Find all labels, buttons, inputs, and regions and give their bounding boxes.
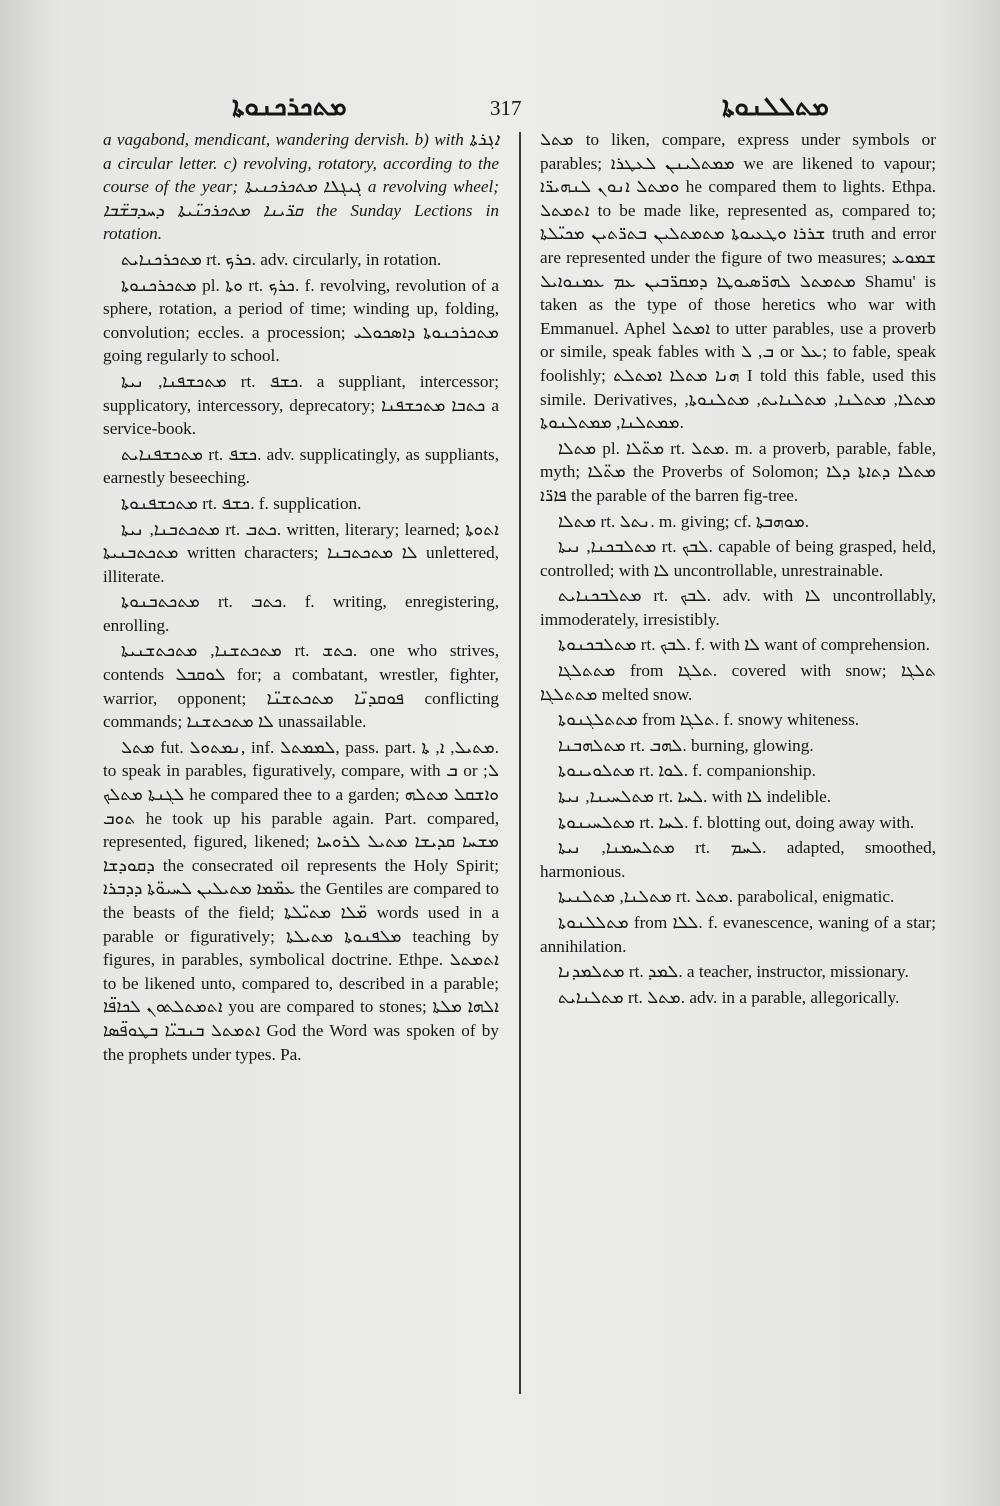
dictionary-entry: ܡܬܠܒܟܢܐܝܬ rt. ܠܒܟ. adv. with ܠܐ uncontrollably, immoderately, irresistibly. [540, 586, 936, 629]
dictionary-entry: ܡܬܟܪܟܢܐܝܬ rt. ܟܪܟ. adv. circularly, in rotation. [121, 249, 442, 269]
left-column [103, 128, 499, 1068]
dictionary-entry: ܡܬܬܠܓܢܘܬܐ from ܬܠܓܐ. f. snowy whiteness. [558, 710, 860, 730]
dictionary-entry: ܡܬܟܫܦܢܘܬܐ rt. ܟܫܦ. f. supplication. [121, 493, 362, 513]
dictionary-entry: a vagabond, mendicant, wandering dervish. b) with ܐܓܪܬܐ a circular letter. c) revolving, rotatory, according to the course of the year; ܓܝܓܠܐ ܡܬܟܪܟܢܝܬܐ a revolving wheel; ܩܪ̈ܝܢܐ ܡܬܟܪܟܢ̈ܝܬܐ ܕܚܕܒܫ̈ܒܐ the Sunday Lections in rotation. [103, 130, 499, 244]
dictionary-entry: ܡܬܠܠܢܘܬܐ from ܠܠܐ. f. evanescence, waning of a star; annihilation. [540, 913, 936, 956]
dictionary-entry: ܡܬܠ to liken, compare, express under symbols or parables; ܡܡܬܠܝܢܢ ܠܥܛܪܐ we are likened to vapour; ܘܡܬܠ ܐܢܘܢ ܠܢܗܝܪ̈ܐ he compared them to lights. Ethpa. ܐܬܡܬܠ to be made like, represented as, compared to; ܫܪܪܐ ܘܛܥܝܘܬܐ ܡܬܡܬܠܝܢ ܒܬܪ̈ܬܝܢ ܡܟܝ̈ܠܬܐ truth and error are represented under the figure of two measures; ܫܡܘܥ ܡܬܡܬܠ ܠܗܪ̈ܣܝܘܛܐ ܕܡܩܪ̈ܒܝܢ ܥܡ ܥܡܢܘܐܝܠ Shamu' is taken as the type of those heretics who war with Emmanuel. Aphel ܐܡܬܠ to utter parables, use a proverb or simile, speak fables with ܒ, ܠ or ܥܠ; to fable, speak foolishly; ܗܢܐ ܡܬܠܐ ܐܡܬܠܬ I told this fable, used this simile. Derivatives, ܡܬܠܐ, ܡܬܠܢܐ, ܡܬܠܢܐܝܬ, ܡܬܠܢܘܬܐ, ܡܡܬܠܢܐ, ܡܡܬܠܢܘܬܐ. [540, 130, 937, 433]
left-running-headword: ܡܬܟܪܟܢܘܬܐ [232, 92, 347, 122]
right-running-headword: ܡܬܠܠܢܘܬܐ [722, 92, 829, 122]
dictionary-entry: ܡܬܠܐ rt. ܢܬܠ. m. giving; cf. ܡܘܗܒܬܐ. [558, 511, 810, 531]
dictionary-entry: ܡܬܠܐ pl. ܡܬ̈ܠܐ rt. ܡܬܠ. m. a proverb, parable, fable, myth; ܡܬ̈ܠܐ the Proverbs of Solomon; ܡܬܠܐ ܕܬܐܬܐ ܕܠܐ ܦܐܪ̈ܐ the parable of the barren fig-tree. [540, 438, 937, 505]
dictionary-entry: ܡܬܠܢܐܝܬ rt. ܡܬܠ. adv. in a parable, allegorically. [558, 987, 900, 1007]
dictionary-entry: ܡܬܟܫܦܢܐ, ܢܝܬܐ rt. ܟܫܦ. a suppliant, intercessor; supplicatory, intercessory, deprecatory; ܟܬܒܐ ܡܬܟܫܦܢܐ a service-book. [103, 371, 499, 439]
dictionary-entry: ܡܬܟܬܒܢܐ, ܢܝܬܐ rt. ܟܬܒ. written, literary; learned; ܐܬܘܬܐ ܡܬܟܬܒܢܝܬܐ written characters; ܠܐ ܡܬܟܬܒܢܐ unlettered, illiterate. [103, 519, 500, 586]
column-divider [519, 132, 521, 1394]
dictionary-entry: ܡܬܠܗܒܢܐ rt. ܠܗܒ. burning, glowing. [558, 735, 814, 755]
dictionary-entry: ܡܬܠܚܡܢܐ, ܢܝܬܐ rt. ܠܚܡ. adapted, smoothed, harmonious. [540, 838, 937, 881]
dictionary-entry: ܡܬܠܚܝܢܘܬܐ rt. ܠܚܐ. f. blotting out, doing away with. [558, 812, 915, 832]
dictionary-entry: ܡܬܟܫܦܢܐܝܬ rt. ܟܫܦ. adv. supplicatingly, as suppliants, earnestly beseeching. [103, 444, 499, 488]
dictionary-entry: ܡܬܟܬܫܢܐ, ܡܬܟܬܫܢܝܬܐ rt. ܟܬܫ. one who strives, contends ܠܘܩܒܠ for; a combatant, wrestler, fighter, warrior, opponent; ܦܘܩܕܢ̈ܐ ܡܬܟܬܫܢ̈ܐ conflicting commands; ܠܐ ܡܬܟܬܫܢܐ unassailable. [103, 641, 500, 732]
dictionary-entry: ܡܬܠܢܐ, ܡܬܠܢܝܬܐ rt. ܡܬܠ. parabolical, enigmatic. [558, 887, 895, 907]
dictionary-entry: ܡܬܬܠܓܐ from ܬܠܓܐ. covered with snow; ܬܠܓܐ ܡܬܬܠܓܐ melted snow. [540, 661, 936, 704]
dictionary-entry: ܡܬܠܡܕܢܐ rt. ܠܡܕ. a teacher, instructor, missionary. [558, 962, 909, 982]
dictionary-entry: ܡܬܠܒܟܢܐ, ܢܝܬܐ rt. ܠܒܟ. capable of being grasped, held, controlled; with ܠܐ uncontrollable, unrestrainable. [540, 537, 936, 580]
dictionary-entry: ܡܬܠ fut. ܢܡܬܘܠ, inf. ܠܡܡܬܠ, pass. part. ܡܬܝܠ, ܐ, ܬܐ. to speak in parables, figuratively, compare, with ܒ or ܠ; ܠܓܢܬܐ ܡܬܠܟ he compared thee to a garden; ܘܐܫܩܠ ܡܬܠܗ ܬܘܒ he took up his parable again. Part. compared, represented, figured, likened; ܡܫܚܐ ܩܕܝܫܐ ܡܬܝܠ ܠܪܘܚܐ ܕܩܘܕܫܐ the consecrated oil represents the Holy Spirit; ܥܡ̈ܡܐ ܡܬܝܠܝܢ ܠܚܝܘ̈ܬܐ ܕܕܒܪܐ the Gentiles are compared to the beasts of the field; ܡ̈ܠܐ ܡܬܝ̈ܠܬܐ words used in a parable or figuratively; ܡܠܦܢܘܬܐ ܡܬܝܠܬܐ teaching by figures, in parables, symbolical doctrine. Ethpe. ܐܬܡܬܠ to be likened unto, compared to, described in a parable; ܐܬܡܬܠܬܘܢ ܠܟܐܦ̈ܐ you are compared to stones; ܐܠܗܐ ܡܠܬܐ ܐܬܡܬܠ ܒܢܒܝ̈ܐ ܒܛܘܦ̈ܣܐ God the Word was spoken of by the prophets under types. Pa. [103, 737, 500, 1064]
dictionary-entry: ܡܬܟܪܟܢܘܬܐ pl. ܘܬܐ rt. ܟܪܟ. f. revolving, revolution of a sphere, rotation, a period of time; winding up, folding, convolution; eccles. a procession; ܡܬܟܪܟܢܘܬܐ ܕܐܣܟܘܠܝ going regularly to school. [103, 275, 499, 366]
dictionary-entry: ܡܬܠܒܟܢܘܬܐ rt. ܠܒܟ. f. with ܠܐ want of comprehension. [558, 635, 930, 655]
dictionary-entry: ܡܬܠܘܝܢܘܬܐ rt. ܠܘܐ. f. companionship. [558, 761, 816, 781]
page-number: 317 [490, 96, 522, 120]
dictionary-entry: ܡܬܟܬܒܢܘܬܐ rt. ܟܬܒ. f. writing, enregistering, enrolling. [103, 592, 499, 635]
dictionary-entry: ܡܬܠܚܝܢܐ, ܢܝܬܐ rt. ܠܚܐ. with ܠܐ indelible. [558, 787, 832, 807]
page-header [100, 88, 940, 128]
right-column [540, 128, 936, 1011]
